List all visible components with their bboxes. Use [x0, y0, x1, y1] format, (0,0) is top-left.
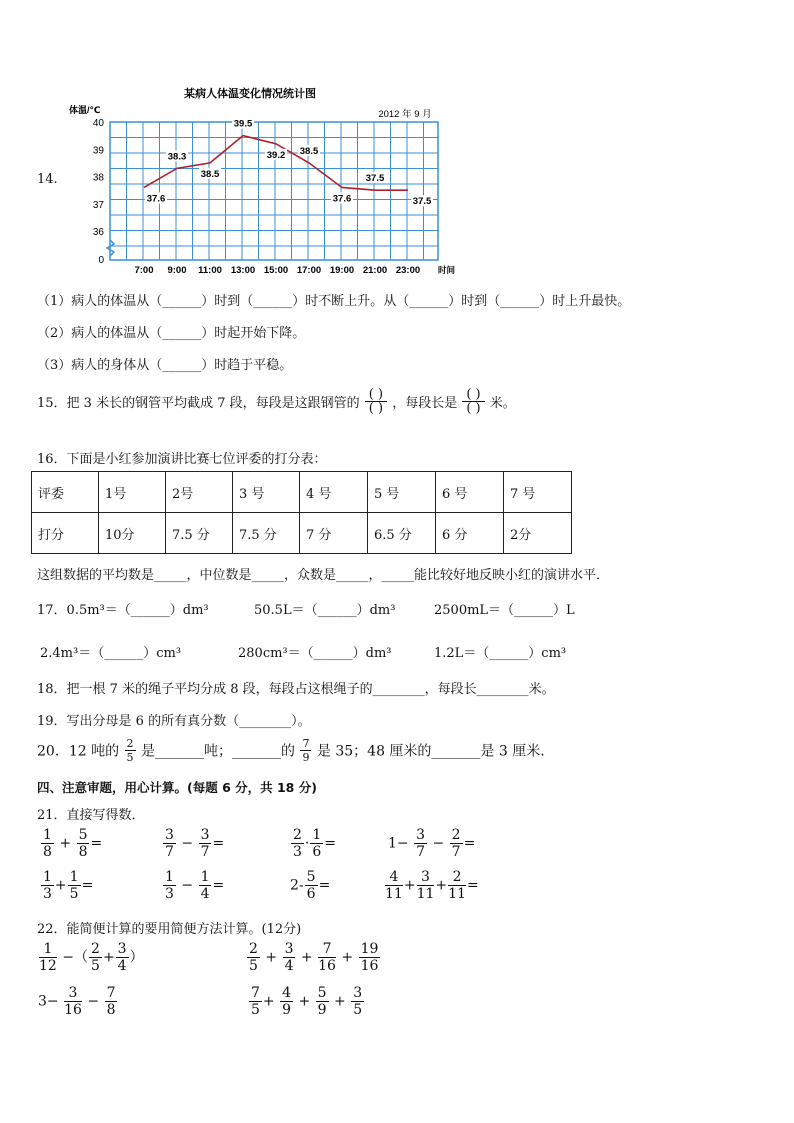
data-label: 39.2 [266, 149, 286, 161]
q17-b3: 1.2L＝（______）cm³ [434, 646, 567, 661]
q21-expr-7: 2- $\frac{5}{6}$ = [290, 869, 331, 902]
y-tick-label: 36 [92, 227, 104, 239]
x-tick-label: 11:00 [198, 265, 222, 276]
score-table [31, 471, 572, 554]
data-label: 38.3 [167, 151, 187, 163]
y-axis-label: 体温/℃ [69, 105, 101, 115]
table-cell: 6 分 [436, 513, 504, 554]
y-tick-label: 0 [98, 255, 104, 266]
table-cell: 10分 [99, 513, 166, 554]
q15-pre: 15．把 3 米长的钢管平均截成 7 段，每段是这跟钢管的 [37, 396, 360, 411]
table-cell: 5 号 [368, 472, 436, 513]
x-tick-label: 21:00 [362, 265, 388, 276]
x-tick-label: 9:00 [167, 265, 187, 276]
q22-title: 22．能简便计算的要用简便方法计算。(12分) [37, 922, 302, 937]
q17-a2: 50.5L＝（______）dm³ [254, 603, 396, 618]
q22-expr-3: 3− $\frac{3}{16}$ − $\frac{7}{8}$ [38, 985, 116, 1018]
table-cell: 7.5 分 [233, 513, 300, 554]
data-label: 37.6 [146, 193, 166, 205]
q21-title: 21．直接写得数． [37, 808, 145, 823]
q15-blank-fraction-2[interactable]: $\frac{( )}{( )}$ [462, 388, 484, 415]
y-tick-label: 39 [92, 145, 104, 157]
x-tick-label: 17:00 [296, 265, 322, 276]
x-tick-label: 19:00 [329, 265, 355, 276]
x-tick-label: 7:00 [134, 265, 154, 276]
q22-expr-2: $\frac{2}{5}$ + $\frac{3}{4}$ + $\frac{7}{16}$ + $\frac{19}{16}$ [249, 941, 379, 974]
table-cell: 7 号 [504, 472, 572, 513]
data-label: 37.5 [365, 173, 385, 185]
table-cell: 1号 [99, 472, 166, 513]
q21-expr-1: $\frac{1}{8}$ + $\frac{5}{8}$ = [43, 827, 103, 860]
q18: 18．把一根 7 米的绳子平均分成 8 段，每段占这根绳子的________，每段长________米。 [37, 682, 555, 697]
x-tick-label: 15:00 [263, 265, 289, 276]
q17-b1: 2.4m³＝（______）cm³ [40, 646, 182, 661]
table-cell: 6 号 [436, 472, 504, 513]
y-tick-label: 40 [92, 118, 104, 129]
section4-heading: 四、注意审题，用心计算。(每题 6 分，共 18 分) [37, 780, 317, 795]
temperature-line-chart [60, 80, 460, 280]
q16-text: 16．下面是小红参加演讲比赛七位评委的打分表： [37, 452, 327, 467]
q20 [37, 738, 554, 763]
y-tick-label: 38 [92, 172, 104, 184]
data-label: 37.5 [412, 196, 432, 208]
data-label: 38.5 [299, 145, 319, 157]
q16-after: 这组数据的平均数是_____，中位数是_____，众数是_____，_____能比较好地反映小红的演讲水平． [37, 568, 610, 583]
q20-part2: 是_______吨；_______的 [141, 743, 295, 760]
q21-expr-2: $\frac{3}{7}$ − $\frac{3}{7}$ = [165, 827, 225, 860]
q14-sub1: （1）病人的体温从（______）时到（______）时不断上升。从（______）时到（______）时上升最快。 [37, 294, 631, 309]
q14-sub2: （2）病人的体温从（______）时起开始下降。 [37, 326, 306, 341]
q21-expr-6: $\frac{1}{3}$ − $\frac{1}{4}$ = [165, 869, 225, 902]
q21-expr-8: $\frac{4}{11}$ + $\frac{3}{11}$ + $\frac{2}{11}$ = [385, 869, 479, 902]
chart-date-note: 2012 年 9 月 [378, 109, 432, 120]
data-label: 37.6 [332, 193, 352, 205]
q21-expr-5: $\frac{1}{3}$ + $\frac{1}{5}$ = [43, 869, 94, 902]
q21-expr-4: 1− $\frac{3}{7}$ − $\frac{2}{7}$ = [388, 827, 476, 860]
q20-fraction-1: $\frac{2}{5}$ [126, 737, 134, 764]
table-cell: 2分 [504, 513, 572, 554]
q20-part3: 是 35；48 厘米的_______是 3 厘米． [316, 743, 555, 760]
table-cell: 4 号 [300, 472, 368, 513]
q15-mid: ，每段长是 [392, 396, 458, 411]
q22-expr-4: $\frac{7}{5}$ + $\frac{4}{9}$ + $\frac{5}{9}$ + $\frac{3}{5}$ [251, 985, 363, 1018]
data-label: 38.5 [200, 168, 220, 180]
table-cell: 3 号 [233, 472, 300, 513]
q17-a3: 2500mL＝（______）L [434, 603, 575, 618]
x-axis-label: 时间 [438, 265, 456, 275]
table-cell: 2号 [166, 472, 233, 513]
q20-part1: 20．12 吨的 [37, 743, 120, 760]
q22-expr-1: $\frac{1}{12}$ −（ $\frac{2}{5}$ + $\frac{3}{4}$ ） [39, 941, 144, 974]
q15-blank-fraction-1[interactable]: $\frac{( )}{( )}$ [365, 388, 387, 415]
q19: 19．写出分母是 6 的所有真分数（________）。 [37, 714, 311, 729]
table-cell: 7.5 分 [166, 513, 233, 554]
table-cell: 7 分 [300, 513, 368, 554]
q14-number: 14. [37, 172, 58, 187]
q20-fraction-2: $\frac{7}{9}$ [302, 737, 310, 764]
x-tick-label: 13:00 [230, 265, 256, 276]
table-cell: 6.5 分 [368, 513, 436, 554]
table-cell: 评委 [32, 472, 99, 513]
chart-title: 某病人体温变化情况统计图 [184, 88, 316, 100]
q17-b2: 280cm³＝（______）dm³ [238, 646, 392, 661]
x-tick-label: 23:00 [395, 265, 421, 276]
q21-expr-3: $\frac{2}{3}$ · $\frac{1}{6}$ = [293, 827, 337, 860]
table-cell: 打分 [32, 513, 99, 554]
y-tick-label: 37 [92, 199, 104, 211]
q17-a1: 17．0.5m³＝（______）dm³ [37, 603, 209, 618]
table-row [32, 513, 572, 554]
q15-post: 米。 [489, 396, 516, 411]
table-row [32, 472, 572, 513]
q14-sub3: （3）病人的身体从（______）时趋于平稳。 [37, 358, 293, 373]
q15 [37, 388, 516, 415]
data-label: 39.5 [233, 118, 253, 130]
